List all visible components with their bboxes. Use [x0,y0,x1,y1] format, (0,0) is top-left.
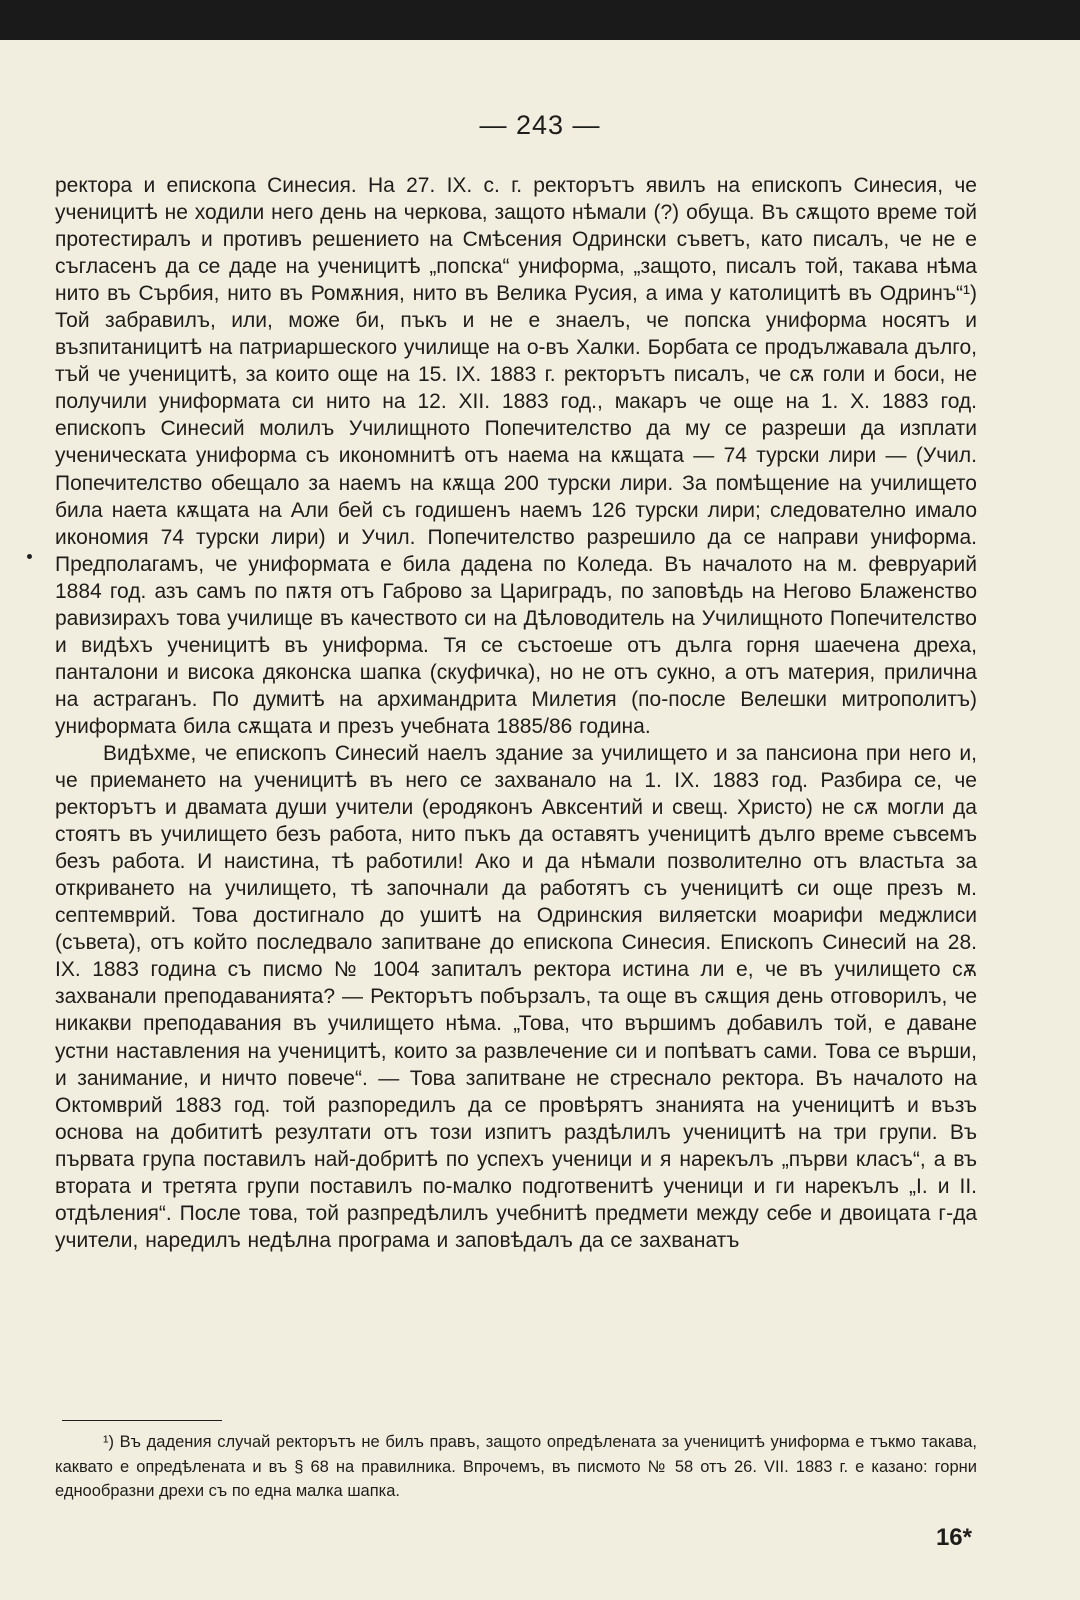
margin-mark [27,554,32,559]
signature-mark: 16* [935,1524,972,1551]
footnote-divider [62,1420,222,1421]
main-text [55,172,977,1254]
paragraph-1: ректора и епископа Синесия. На 27. IX. с. г. ректорътъ явилъ на епископъ Синесия, че ученицитѣ не ходили него день на черкова, защото нѣмали (?) обуща. Въ сѫщото време той протестиралъ и противъ решението на Смѣсения Одрински съветъ, като писалъ, че не е съгласенъ да се даде на ученицитѣ „попска“ униформа, „защото, писалъ той, такава нѣма нито въ Сърбия, нито въ Ромѫния, нито въ Велика Русия, а има у католицитѣ въ Одринъ“¹) Той забравилъ, или, може би, пъкъ и не е знаелъ, че попска униформа носятъ и възпитаницитѣ на патриаршеского училище на о-въ Халки. Борбата се продължавала дълго, тъй че ученицитѣ, за които още на 15. IX. 1883 г. ректорътъ писалъ, че сѫ голи и боси, не получили униформата си нито на 12. XII. 1883 год., макаръ че още на 1. X. 1883 год. епископъ Синесий молилъ Училищното Попечителство да му се разреши да изплати ученическата униформа съ икономнитѣ отъ наема на кѫщата — 74 турски лири — (Учил. Попечителство обещало за наемъ на кѫща 200 турски лири. За помѣщение на училището била наета кѫщата на Али бей съ годишенъ наемъ 126 турски лири; следователно имало икономия 74 турски лири) и Учил. Попечителство разрешило да се направи униформа. Предполагамъ, че униформата е била дадена по Коледа. Въ началото на м. февруарий 1884 год. азъ самъ по пѫтя отъ Габрово за Цариградъ, по заповѣдь на Негово Блаженство равизирахъ това училище въ качеството си на Дѣловодитель на Училищното Попечителство и видѣхъ ученицитѣ въ униформа. Тя се състоеше отъ дълга горня шаечена дреха, панталони и висока дяконска шапка (скуфичка), но не отъ сукно, а отъ материя, прилична на астраганъ. По думитѣ на архимандрита Милетия (по-после Велешки митрополитъ) униформата била сѫщата и презъ учебната 1885/86 година. [55,174,977,738]
footnote: ¹) Въ дадения случай ректорътъ не билъ правъ, защото опредѣлената за ученицитѣ униформа е тъкмо такава, каквато е опредѣлената и въ § 68 на правилника. Впрочемъ, въ писмото № 58 отъ 26. VII. 1883 г. е казано: горни еднообразни дрехи съ по една малка шапка. [55,1433,977,1500]
paragraph-2: Видѣхме, че епископъ Синесий наелъ здание за училището и за пансиона при него и, че приемането на ученицитѣ въ него се захванало на 1. IX. 1883 год. Разбира се, че ректорътъ и двамата души учители (еродяконъ Авксентий и свещ. Христо) не сѫ могли да стоятъ въ училището безъ работа, нито пъкъ да оставятъ ученицитѣ дълго време съвсемъ безъ работа. И наистина, тѣ работили! Ако и да нѣмали позволително отъ властьта за откриването на училището, тѣ започнали да работятъ съ ученицитѣ си още презъ м. септемврий. Това достигнало до ушитѣ на Одринския виляетски моарифи меджлиси (съвета), отъ който последвало запитване до епископа Синесия. Епископъ Синесий на 28. IX. 1883 година съ писмо № 1004 запиталъ ректора истина ли е, че въ училището сѫ захванали преподаванията? — Ректорътъ побързалъ, та още въ сѫщия день отговорилъ, че никакви преподавания въ училището нѣма. „Това, что вършимъ добавилъ той, е даване устни наставления на ученицитѣ, които за развлечение си и попѣватъ сами. Това се върши, и занимание, и ничто повече“. — Това запитване не стреснало ректора. Въ началото на Октомврий 1883 год. той разпоредилъ да се провѣрятъ знанията на ученицитѣ и възъ основа на добититѣ резултати отъ този изпитъ раздѣлилъ ученицитѣ на три групи. Въ първата група поставилъ най-добритѣ по успехъ ученици и я нарекълъ „първи класъ“, а въ втората и третята групи поставилъ по-малко подготвенитѣ ученици и ги нарекълъ „I. и II. отдѣления“. После това, той разпредѣлилъ учебнитѣ предмети между себе и двоицата г-да учители, наредилъ недѣлна програма и заповѣдалъ да се захванатъ [55,741,977,1252]
scan-top-edge [0,0,1080,40]
page-number: — 243 — [479,110,601,140]
